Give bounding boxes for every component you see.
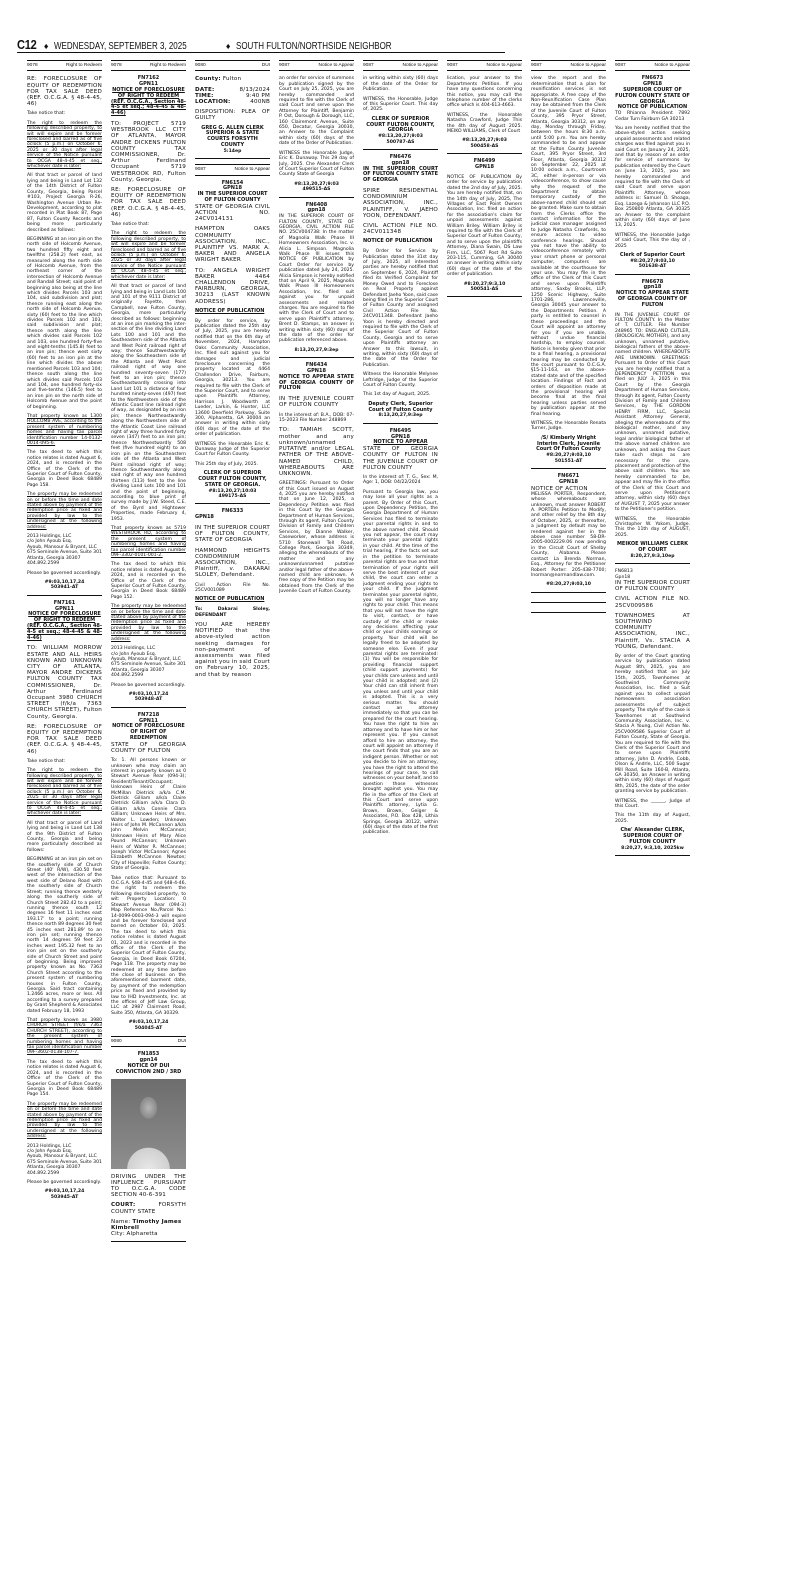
dui-location-row [195,99,270,105]
column-header [27,60,102,71]
notice-recipients: TO: PROJECT 5719 WESTBROOK LLC CITY OF ATLANTA, MAYOR ANDRE DICKENS FULTON COUNTY TAX COMMISSIONER, Dr. Arthur Ferdinand Occupant 5719 WESTBROOK RD, Fulton County, Georgia. [111,120,186,183]
address-line: c/o John Ayoub Esq. [27,539,73,545]
notice-gpn: gpn18 [307,207,326,214]
notice-ref-id: 503945-AT [50,1194,79,1200]
notice-id: FN7218 [137,711,160,718]
legal-notice [531,474,606,593]
notice-case: CIVIL ACTION FILE NO. 25CV009586 [615,596,690,609]
notice-parties: HAMMOND HEIGHTS CONDOMINIUM ASSOCIATION, INC., Plaintiff, v. DAKARAI SLOLEY, Defendant. [195,547,270,579]
notice-gpn: Gpn18 [615,574,631,580]
column-6 [447,60,522,1560]
notice-title: NOTICE OF DUI CONVICTION 2ND / 3RD [115,1063,182,1075]
legal-notice [195,509,270,677]
notice-court: IN THE SUPERIOR COURT OF FULTON COUNTY [197,191,268,204]
notice-id: FN6434 [305,362,328,369]
notice-witness: WITNESS, the Honorable Christopher W. Yokom, Judge. This the 11th day of AUGUST, 2025. [615,516,690,538]
notice-ref-id: 501638-AT [638,264,667,270]
notice-witness: WITNESS, the Honorable Natasha Crawford, Judge This the 4th day of August 2025. MEIKO WILLIAMS, Clerk of Court [447,112,522,135]
category-code: 9087 [447,63,458,68]
run-dates: 8:13,20,27,9:3ep [378,413,423,419]
notice-gpn: GPN11 [139,81,158,88]
notice-re-line: RE: FORECLOSURE OF EQUITY OF REDEMPTION FOR TAX SALE DEED (REF. O.C.G.A. § 48-4-45, 46) [27,723,102,755]
column-header [531,60,606,71]
notice-gpn: gpn18 [391,159,410,166]
notice-text: Pursuant to Georgia law, you may lose all your rights as a parent. By Order of this Court, upon Dependency Petition, the Georgia Department of Human Services has filed to terminate your parental rights in and to the above named child. Should you not appear, the court may terminate your parental rights in your child. At the time of the trial hearing, if the facts set out in the petition to terminate parental rights are true and that termination of your rights will serve the best interest of your child, the court can enter a judgment ending your rights to your child. If the judgment terminates your parental rights, you will no longer have any rights to your child. This means that you will not have the right to visit, contact, or have custody of the child or make any decisions affecting your child or your childs earnings or property. Your child will be legally freed to be adopted by someone else. Even if your parental rights are terminated: (1) You will be responsible for providing financial support (child support payments) for your childs care unless and until your child is adopted; and (2) Your child can still inherit from you unless and until your child is adopted. This is a very serious matter. You should contact an attorney immediately so that you can be prepared for the court hearing. You have the right to hire an attorney and to have him or her represent you. If you cannot afford to hire an attorney, the court will appoint an attorney if the court finds that you are an indigent person. Whether or not you decide to hire an attorney, you have the right to attend the hearings of your case, to call witnesses on your behalf, and to question those witnesses brought against you. You may file in the office of the Clerk of this Court and serve upon Plaintiffs attorney, Lytia G. Brown, Brown, Geiger & Associates, P.O. Box 428, Lithia Springs, Georgia 30122, within (60) days of the date of the first publication. [363,489,438,836]
notice-id: FN7162 [137,75,160,82]
notice-recipients: TO: ANGELA WRIGHT BAKER 4464 CHALLENDON DRIVE, FAIRBURN, GEORGIA, 30213 (LAST KNOWN ADDRESS) [195,267,270,305]
category-code: 9078 [111,63,122,68]
notice-text: BEGINNING at an iron pin on the north side of Holcomb Avenue, two hundred fifty eight and twelfths (258.2) feet east, as measured along the north side of Holcomb Avenue, from the northeast corner of the intersection of Holcomb Avenue and Randall Street; said point of beginning also being at the line which divides Parcels 103 and 104, said subdivision and plat; thence running east along the north side of Holcomb Avenue, sixty (60) feet to the line which divides Parcels 102 and 103, said subdivision and plat; thence north along the line which divides said Parcels 102 and 103, one hundred forty-five and eight-tenths (145.8) feet to an iron pin; thence west sixty (60) feet to an iron pin at the line which divides the above mentioned Parcels 103 and 104; thence south along the line which divides said Parcels 103 and 104, one hundred forty-six and five-tenths (146.5) feet to an iron pin on the north side of Holcomb Avenue and the point of beginning. [27,236,102,410]
notice-re-line: RE: FORECLOSURE OF EQUITY OF REDEMPTION FOR TAX SALE DEED (REF. O.C.G.A. § 48-4-45, 46) [27,76,102,108]
dui-location: 400NB [250,99,270,106]
column-2 [111,60,186,1560]
notice-parties: HAMPTON OAKS COMMUNITY ASSOCIATION, INC., PLAINTIFF VS. MARK A. BAKER AND ANGELA WRIGHT BAKER [195,226,270,264]
notice-title: NOTICE OF PUBLICATION [195,307,265,314]
notice-title: NOTICE TO APPEAR STATE OF GEORGIA COUNTY OF FULTON [616,290,689,308]
dui-court: FORSYTH COUNTY STATE [111,1202,186,1215]
notice-text: in writing within sixty (60) days of the date of the Order for Publication. [363,76,438,93]
dui-city: Alpharetta [126,1231,158,1238]
column-header [615,60,690,71]
notice-text: You are hereby notified that the above-styled action seeking unpaid assessments and related charges was filed against you in said Court on January 24, 2025, and that by reason of an order for service of summons by publication entered by the Court on June 13, 2025, you are hereby commanded and required to file with the Clerk of said Court and serve upon Plaintiffs Attorney, whose address is: Samuel O. Shoaga, Esq. Lazega & Johanson LLC P.O. Box 250800 Atlanta, GA 30325 an Answer to the complaint within sixty (60) days of June 13, 2025. [615,126,690,229]
clerk-signature: Clerk of Superior Court [619,251,686,258]
run-dates: #8:20,27;9:03,10 [546,453,591,459]
notice-title: NOTICE OF FORECLOSURE OF RIGHT TO REDEEM [28,611,101,624]
legal-notice [615,569,690,856]
address-line: 2013 Holdings, LLC [27,534,72,540]
dui-offense: DRIVING UNDER THE INFLUENCE PURSUANT TO O.C.G.A. CODE SECTION 40-6-391 [111,1173,186,1199]
column-header [447,60,522,71]
legal-notice [615,76,690,274]
notice-text: lication, your answer to the Departments Petition. If you have any questions concerning this notice, you may call the telephone number of the clerks office which is 404-613-4663. [447,76,522,109]
run-dates: 8:13,20,27,9:3ep [294,347,339,353]
category-label: Right to Redeem [66,63,102,68]
notice-jurisdiction: STATE OF GEORGIA COUNTY OF FULTON [111,741,186,754]
notice-text: The right to redeem the following described property, to wit will expire and be forever foreclosed and barred as of five oclock (5 p.m.) on October 6, 2025 or 30 days after legal service of the Notice pursuant to OCGA 48-4-45 et seq., whichever date is later: [27,120,102,170]
category-code: 9080 [111,1039,122,1045]
notice-interest: In the interest of: B.A., DOB: 07-15-2023 File Number 248869 [279,412,354,424]
category-code: 9087 [195,167,206,173]
notice-witness: WITNESS the Honorable Eric K. Dunaway Judge of the Superior Court for Fulton County. [195,441,270,458]
run-dates: #9:03,10,17,24 [128,691,169,697]
property-description: That property known as 1300 HOLCOMB AVE, according to the present system of numbering homes and having tax parcel identification number 14-0132-0014-095-6. [27,413,102,446]
notice-recipients: TO Rhianna President 7892 Cedar Turn Fairburn GA 30213 [615,111,690,122]
notice-title: NOTICE TO APPEAR [373,439,428,446]
notice-ref-id: 501551-AT [554,458,583,464]
clerk-signature: GREG G. ALLEN CLERK SUPERIOR & STATE COURTS FORSYTH COUNTY [201,124,264,149]
notice-court: IN THE JUVENILE COURT OF FULTON COUNTY [279,396,354,409]
notice-id: FN6154 [221,179,244,186]
address-line: c/o John Ayoub Esq. [27,1148,73,1154]
clerk-signature: /S/ Kimberly Wright Interim Clerk, Juvenile Court Of Fulton County [536,434,601,453]
notice-text: By order for service, by publication dated the 25th day of July, 2025, you are hereby notified that on the 6th day of November, 2024, Hampton Oaks Community Association, Inc. filed suit against you for damages and judicial foreclosure concerning the property located at 4464 Challendon Drive, Fairburn, Georgia, 30213. You are required to file with the Clerk of the Superior Court, and to serve upon Plaintiffs Attorney, Harrison J. Woodworth at Lueder, Larkin, & Hunter, LLC 13600 Deerfield Parkway, Suite 300, Alpharetta, GA 30004 an answer in writing within sixty (60) days of the date of the order of publication. [195,318,270,438]
clerk-signature: CLERK OF SUPERIOR COURT FULTON COUNTY, STATE OF GEORGIA. [198,470,267,488]
notice-ref-id: 5:14ep [223,148,242,154]
category-code: 9087 [363,63,374,68]
notice-id: FN6495 [389,427,412,434]
mugshot-photo [111,1079,186,1169]
category-label: Notice to Appear [234,167,270,173]
notice-text: Take notice that: [27,111,66,117]
notice-text: All that tract or parcel of Land lying and being in Land Lot 138 of the 9th District of Fulton County, Georgia and being more particularly described as follows: [27,820,102,853]
field-label: LOCATION: [195,99,231,106]
notice-date: This the 11th day of August, 2025. [615,813,690,824]
address-line: 675 Seminole Avenue, Suite 301 [27,550,102,556]
legal-notice [111,76,186,707]
notice-title: NOTICE OF PUBLICATION [195,596,265,603]
category-label: Notice to Appear [486,63,522,68]
issue-date: WEDNESDAY, SEPTEMBER 3, 2025 [54,41,187,52]
notice-witness: WITNESS, the Honorable, Judge of this Superior Court. This day of, 2025. [363,96,438,113]
category-label: DUI [177,1039,186,1045]
clerk-signature: Che' Alexander CLERK, SUPERIOR COURT OF FULTON COUNTY [620,827,685,845]
column-8 [615,60,690,1560]
notice-court: SUPERIOR COURT OF FULTON COUNTY STATE OF GEORGIA [615,87,690,105]
category-label: DUI [261,63,270,68]
notice-text: NOTICE OF PUBLICATION By order for service by publication dated the 2nd day of July, 2025. You are hereby notified that, on the 14th day of July, 2025, The Villages of East Point Owners Association, Inc. filed an action for the association's claim for unpaid assessments against William Briley. William Briley is required to file with the Clerk of Superior Court of Fulton County, and to serve upon the plaintiffs Attorney, Diana Swain, DS Law Firm, LLC, 5067 Post Rd Suite 203-115, Cumming, GA 30040 an answer in writing within sixty (60) days of the date of the order of publication. [447,174,522,278]
notice-title: NOTICE OF PUBLICATION [363,238,433,245]
column-header [111,1036,186,1047]
address-line: Atlanta, Georgia 30307 [111,667,165,673]
notice-text: Take notice that: Pursuant to O.C.G.A. §48-4-45 and §48-4-46, the right to redeem the following described property, to wit: Property Location: 0 Stewart Avenue Rear (094-3) Map Reference No./Parcel No.: 14-0099-0003-094-3 will expire and be forever foreclosed and barred on October 03, 2025. The tax deed to which this notice relates is dated August 01, 2023 and is recorded in the office of the Clerk of the Superior Court of Fulton County, Georgia, in Deed Book 67204, Page 118. The property may be redeemed at any time before the close of business on the aforementioned barment date, by payment of the redemption price as fixed and provided by law to IHD Investments, Inc. at the offices of Jeff Law Group, LLC at 2987 Clairmont Road, Suite 350, Atlanta, GA 30329. [111,875,186,1016]
notice-gpn: GPN18 [307,368,326,375]
notice-text: All that tract or parcel of land lying and being in Land Lots 100 and 101 of the 9111 District of originally Fayette, then Campbell, now Fulton County, Georgia, more particularly described as follows: beginning at an iron pin marking the inter-section of the line dividing Land Lots 100 and 101 and the Southeastern side of the Atlanta and West Point railroad right of way; thence Southwestwardly along the Southeastern side of the Atlanta and West Point railroad right of way one hundred seventy-seven (177) feet to an iron pin; thence Southeastwardly crossing into Land Lot 101 a distance of four hundred ninety-seven (497) feet to the Northwestern side of the Atlantic Coast line railroad right of way, as designated by an iron pin; thence Northeastwardly along the Northwestern side of the Atlantic Coast Line railroad right of way three hundred forty seven (347) feet to an iron pin; thence Northwestwardly 508 feet (five hundred eight) to an iron pin on the Southeastern side of the Atlanta and West Point railroad right of way; thence Southwestwardly along said right of way one hundred thirteen (113) feet to the line dividing Land Lots 100 and 101 and the point of beginning, according to blue print of survey made by J.W. Steed, C.E. of the Byrd and Hightower Properties, made February 4, 1953. [111,284,186,522]
legal-notice [195,181,270,505]
category-code: 9087 [615,63,626,68]
run-dates: #8:20,27;9:3,10 [463,281,506,287]
notice-text: The right to redeem the following described property, to wit will expire and be forever foreclosed and barred as of five oclock (5 p.m.) on October 6, 2025 or 30 days after legal service of the Notice pursuant to OCGA 48-4-45 et seq., whichever date is later: [111,231,186,280]
notice-interest: In the interest of: T. G., Sex: M, Age: 1, DOB: 04/22/2024 [363,475,438,486]
dui-time: 9:40 PM [246,92,270,99]
dui-disposition: DISPOSITION: PLEA OF GUILTY [195,109,270,122]
address-line: 2013 Holdings, LLC [27,1143,72,1149]
notice-date: This 1st day of August, 2025. [363,392,431,398]
publication-name: SOUTH FULTON/NORTHSIDE NEIGHBOR [236,41,392,52]
column-header [363,60,438,71]
legal-notice [615,280,690,565]
clerk-signature: MEIKOE WILLIAMS CLERK OF COURT [616,541,689,553]
notice-text: Please be governed accordingly. [27,1180,102,1186]
clerk-signature: Deputy Clerk, Superior Court of Fulton County [368,400,433,413]
field-label: DATE: [195,86,215,93]
notice-id: FN6408 [305,201,328,208]
address-line: 404.892.2599 [111,673,144,679]
notice-text: The property may be redeemed on or before the time and date stated above by payment of the redemption price as fixed and provided by law to the undersigned at the following address: [27,1101,102,1140]
notice-id: FN6476 [389,154,412,161]
category-label: Notice to Appear [318,63,354,68]
legal-notice [363,155,438,424]
address-line: 675 Seminole Avenue, Suite 301 [111,662,186,668]
notice-parties: TOWNHOMES AT SOUTHWIND COMMUNITY ASSOCIATION, INC., Plaintiff, Vs. STACIA A YOUNG, Defendant. [615,612,690,650]
notice-title: NOTICE OF FORECLOSURE OF RIGHT TO REDEEM [112,87,185,99]
legal-notice [531,598,606,603]
notice-id: FN6813 [615,569,633,575]
dui-date: 8/13/2024 [239,86,270,93]
category-label: Right to Redeem [150,63,186,68]
legal-notices-grid [27,60,775,1560]
legal-notice [27,601,102,1201]
notice-gpn: gpn14 [139,1057,158,1064]
notice-title: NOTICE TO APPEAR STATE OF GEORGIA COUNTY OF FULTON [279,373,354,392]
notice-re-line: RE: FORECLOSURE OF EQUITY OF REDEMPTION FOR TAX SALE DEED (REF. O.C.G.A. § 48-4-45, 46) [111,187,186,218]
legal-notice [27,76,102,595]
notice-gpn: GPN18 [475,164,494,171]
notice-ref-id: 499515-AS [302,187,331,193]
notice-gpn: GPN18 [391,433,410,440]
address-line: Ayoub, Mansour & Bryant, LLC [27,1154,97,1160]
notice-recipients: To: Dakarai Sloley, DEFENDANT [195,607,270,618]
notice-ref-id: 504045-AT [134,1025,163,1031]
property-description: That property known as 3980 CHURCH STREET (f/k/a 7363 CHURCH STREET), according to the present system of numbering homes and having tax parcel identification number 09F-3602-0138-107-7. [27,1018,102,1056]
legal-notice [279,203,354,359]
notice-witness: WITNESS, the ______, Judge of this Court. [615,798,690,809]
column-5 [363,60,438,1560]
column-7 [531,60,606,1560]
address-line: Atlanta, Georgia 30307 [27,555,81,561]
notice-text: view the report and the determination that a plan for reunification services is not appropriate. A free copy of the Non-Reunification Case Plan may be obtained from the Clerk of the Juvenile Court of Fulton County, 395 Pryor Street, Atlanta, Georgia 30312, on any day, Monday through Friday, between the hours 8:30 a.m. until 5:00 p.m. You are hereby commanded to be and appear at the Fulton County Juvenile Court, 395 Pryor Street, 3rd Floor, Atlanta, Georgia 30312 on September 22, 2025 at 10:00 oclock a.m., Courtroom 3C, either in-person or via videoconference, to show cause why the request of the Department to obtain temporary custody of the above-named child should not be granted. Make sure to obtain from the Clerks office the contact information for the judicial case manager assigned to Judge Natasha Crawfords, to ensure access to video conference hearings. Should you not have the ability to videoconference remotely with your smart phone or personal computer, computers are available at the courthouse for your use. You may file in the office of the Clerk of this Court and serve upon Plaintiffs attorney, Saxby Brooks, LLP, 1250 Scenic Highway, Suite 1701-286, Lawrenceville, Georgia 30045 your answer to the Departments Petition. A party is entitled to counsel in these proceedings and the Court will appoint an attorney for you if you are unable, without undue financial hardship, to employ counsel. Notice is hereby given that prior to a final hearing, a provisional hearing may be conducted by the court pursuant to O.C.G.A. §15-11-163, on the above-stated date and of the specified location. Findings of Fact and orders of disposition made at the provisional hearing will become final at the final hearing unless parties served by publication appear at the final hearing. [531,76,606,417]
run-dates: #8:13,20,27;9:03 [378,134,423,140]
notice-ref-id: 500787-AS [386,139,415,145]
notice-text: Please be governed accordingly. [111,682,186,688]
notice-court: IN THE SUPERIOR COURT OF FULTON COUNTY, STATE OF GEORGIA [195,525,270,544]
notice-id: FN6671 [557,473,580,480]
notice-date: This 25th day of July, 2025. [195,461,258,467]
notice-witness: Witness the Honorable Melynee Leftridge, Judge of the Superior Court of Fulton County. [363,372,438,388]
redemption-address [27,1144,102,1176]
run-dates: 8:20,27, 9:3,10, 2025kw [621,845,684,851]
address-line: 675 Seminole Avenue, Suite 301 [27,1159,102,1165]
field-label: County: [195,76,221,83]
column-4 [279,60,354,1560]
address-line: Atlanta, Georgia 30307 [27,1165,81,1171]
masthead [17,37,505,50]
notice-statute: (REF. O.C.G.A., Section 48-4-5 et seq.; 48-4-45 & 48-4-46) [111,98,186,117]
address-line: 404.892.2599 [27,561,60,567]
run-dates: #8:13,20,27;9:03 [294,181,339,187]
notice-ref-id: 499175-AS [218,494,247,500]
notice-recipients: TO: WILLIAM MORROW ESTATE AND ALL HEIRS KNOWN AND UNKNOWN CITY OF ATLANTA, MAYOR ANDRE DICKENS FULTON COUNTY TAX COMMISSIONER, Dr. Arthur Ferdinand Occupant 3980 CHURCH STREET (f/k/a 7363 CHURCH STREET), Fulton County, Georgia. [27,645,102,720]
category-label: Notice to Appear [654,63,690,68]
notice-title: NOTICE OF FORECLOSURE OF RIGHT OF REDEMPTION [112,723,185,741]
notice-ref-id: 503941-AT [50,585,79,591]
run-dates: #8:20,27;9:03,10 [546,582,591,588]
notice-id: FN6499 [473,158,496,165]
notice-case: Civil Action File No. 25CV001089 [195,582,270,594]
notice-title: NOTICE OF ACTION [531,485,588,492]
run-dates: #9:03,10,17,24 [128,1020,169,1026]
notice-text: The tax deed to which this notice relates is dated August 6, 2024, and is recorded in the Office of the Clerk of the Superior Court of Fulton County, Georgia in Deed Book 68489 Page 158. [27,450,102,488]
notice-title: NOTICE OF PUBLICATION [617,104,688,111]
legal-notice [111,713,186,1031]
field-label: COURT: [111,1202,136,1209]
legal-notice [447,159,522,297]
notice-text: IN THE JUVENILE COURT OF FULTON COUNTY. In the Matter of T. CUTLER. File Number 248965 TO: ENGLAND CUTLER, (BIOLOGICAL MOTHER), and any unknown, unnamed putative, biological fathers of the above-named children. WHEREABOUTS ARE UNKNOWN. GREETINGS: Pursuant to Order of this Court you are hereby notified that a DEPENDENCY PETITION was filed on JULY 3, 2025 in this Court by the Georgia Department of Human Services, through its agent, Fulton County Division of Family and Children Services, by THE GORDON HENRY FIRM, LLC, Special Assistant Attorney General, alleging the whereabouts of the biological mother, and any unknown, unnamed putative, legal and/or biological father of the above named children are unknown, and asking the Court take such steps as are necessary for the care, placement and protection of the above said children. You are hereby commanded to be, appear and may file in the office of the Clerk of this Court and serve upon Petitioner's attorney, within sixty (60) days of AUGUST 7, 2025 your answer to the Petitioner's petition. [615,312,690,513]
run-dates: #9:03,10,17,24 [44,579,85,585]
column-header [279,60,354,71]
notice-witness: WITNESS the Honorable Judge, Eric K. Dunaway. This 29 day of July, 2025. Che Alexander Clerk of Court Superior Court of Fulton County State of Georgia [279,150,354,178]
legal-notice [279,363,354,594]
legal-notice [363,429,438,836]
run-dates: #9:03,10,17,24 [44,1189,85,1195]
field-label: City: [111,1231,125,1238]
address-line: c/o John Ayoub Esq. [111,651,157,657]
notice-gpn: GPN18 [643,81,662,88]
notice-text: The tax deed to which this notice relates is dated August 6, 2024, and is recorded in the Office of the Clerk of the Superior Court of Fulton County, Georgia in Deed Book 68489 Page 154. [27,1059,102,1098]
dui-county: Fulton [222,76,242,83]
notice-text: The right to redeem the following described property, to wit will expire and be forever foreclosed and barred as of five oclock (5 p.m.) on October 6, 2025 or 30 days after legal service of the Notice pursuant to OCGA 48-4-45 et seq., whichever date is later: [27,768,102,817]
run-dates: #8:13,20,27;10:03 [208,488,257,494]
notice-text: IN THE SUPERIOR COURT OF FULTON COUNTY, STATE OF GEORGIA, CIVIL ACTION FILE NO. 25CV004738: In the matter of Magnolia Walk Phase III Homeowners Association, Inc. v. Alicia L. Simpson. Magnolia Walk Phase III issues this NOTICE OF PUBLICATION by Court Order for service by publication dated July 24, 2025. Alicia Simpson is hereby notified that on April 9, 2025, Magnolia Walk Phase III Homeowners Association, Inc. filed suit against you for unpaid assessments and related charges. You are required to file with the Clerk of Court and to serve upon Plaintiff's attorney, Brent D. Stamps, an answer in writing within sixty (60) days of the date of the order for publication referenced above. [279,214,354,344]
address-line: Ayoub, Mansour & Bryant, LLC [111,656,181,662]
notice-gpn: gpn18 [643,284,662,291]
notice-case: CIVIL ACTION FILE NO. 24CV011348 [363,223,438,236]
redemption-address [27,534,102,566]
category-code: 9087 [279,63,290,68]
notice-text: The property may be redeemed on or before the time and date stated above by payment of the redemption price as fixed and provided by law to the undersigned at the following address: [27,492,102,530]
notice-text: The property may be redeemed on or before the time and date stated above by payment of the redemption price as fixed and provided by law to the undersigned at the following address: [111,604,186,642]
notice-text: Please be governed accordingly. [27,570,102,576]
notice-text: YOU ARE HEREBY NOTIFIED that the above-styled action seeking damages for non-payment of assessments was filed against you in said Court on February 10, 2025, and that by reason [195,622,270,678]
notice-gpn: GPN11 [139,717,158,724]
notice-text: By order of the Court granting service by publication dated August 8th, 2025, you are hereby notified that on July 15th, 2025, Townhomes at Southwind Community Association, Inc. filed a Suit against you to collect unpaid homeowners association assessments of subject property. The style of the case is Townhomes at Southwind Community Association, Inc. v. Stacia A Young, Civil Action No. 25CV009586 Superior Court of Fulton County, State of Georgia. You are required to file with the Clerk of the Superior Court and to serve upon Plaintiffs attorney, John D. Andrle, Cobb, Olson & Andrle, LLC, 500 Sugar Mill Road, Suite 160-B, Atlanta, GA 30350, an Answer in writing within sixty (60) days of August 8th, 2025, the date of the order granting service by publication. [615,654,690,795]
notice-parties: SPIRE RESIDENTIAL CONDOMINIUM ASSOCIATION, INC., PLAINTIFF, V. JAEHO YOON, DEFENDANT. [363,188,438,219]
column-header [195,60,270,71]
notice-gpn: GPN18 [559,478,578,485]
notice-statute: (REF. O.C.G.A., Section 48-4-5 et seq.; 48-4-45 & 48-4-46) [27,622,102,641]
notice-text: Take notice that: [27,758,66,764]
address-line: 2013 Holdings, LLC [111,646,156,652]
notice-court: STATE OF GEORGIA COUNTY OF FULTON IN THE JUVENILE COURT OF FULTON COUNTY [363,446,438,471]
notice-witness: WITNESS, the Honorable Renata Turner, Judge. [531,421,606,432]
property-description: That property known as 5719 WESTBROOK RD, according to the present system of numbering homes and having tax parcel identification number 09F-3302-0101-001-2. [111,525,186,558]
legal-notice [531,608,606,613]
diamond-separator-icon: ♦ [225,43,232,51]
notice-text: BEGINNING at an iron pin set on the southerly side of Church Street (40' R/W), 430.50 feet west of the intersection of the west side of Delano Road with the southerly side of Church Street; running thence westerly along the southerly side of Church Street 282.42 to a point; running thence south 12 degrees 16 feet 11 inches east 193.17' to a point; running thence north 89 degrees 30 feet 45 inches east 281.89' to an iron pin set; running thence north 14 degrees 59 feet 23 inches west 195.32 feet to an iron pin set on the southerly side of Church Street and point of beginning. Being improved property known as No. 7363 Church Street according to the present system of numbering houses in Fulton County, Georgia. Said tract containing 1.2466 acres, more or less. All according to a survey prepared by Grant Shepherd & Associates dated February 18, 1993 [27,857,102,1014]
notice-text: GREETINGS: Pursuant to Order of this Court issued on August 4, 2025 you are hereby notified that on June 12, 2025, a Dependency Petition was filed in this Court by the Georgia Department of Human Services, through its agent, Fulton County Division of Family and Children Services, by Dianne Walker, Caseworker, whose address is 5710 Stonewall Tell Road, College Park, Georgia 30349, alleging the whereabouts of the mother and any unknown/unnamed putative and/or legal father of the above-named child are unknown. A free copy of the Petition may be obtained from the Clerk of the Juvenile Court of Fulton County. [279,481,354,595]
category-code: 9078 [27,63,38,68]
category-label: Notice to Appear [570,63,606,68]
clerk-signature: CLERK OF SUPERIOR COURT FULTON COUNTY, GEORGIA [366,115,435,134]
legal-notice [447,76,522,154]
run-dates: 8:20,27,9:3,10ep [630,553,675,559]
notice-text: The tax deed to which this notice relates is dated August 6, 2024, and is recorded in the Office of the Clerk of the Superior Court of Fulton County, Georgia in Deed Book 68489 Page 152. [111,562,186,600]
address-line: 404.892.2599 [27,1170,60,1176]
notice-witness: WITNESS, the Honorable Judge of said Court, This the day of , 2025 [615,232,690,249]
notice-recipients: TO: TAMIAH SCOTT, mother and any unknown/unnamed PUTATIVE and/or LEGAL FATHER OF THE ABOVE-NAMED CHILD, WHEREABOUTS ARE UNKNOWN. [279,427,354,477]
masthead-divider [17,52,505,53]
notice-case: STATE OF GEORGIA CIVIL ACTION NO. 24CV014131 [195,203,270,223]
notice-court: IN THE SUPERIOR COURT OF FULTON COUNTY STATE OF GEORGIA [363,165,438,184]
notice-ref-id: 500541-AS [470,287,499,292]
field-label: TIME: [195,92,214,99]
diamond-separator-icon: ♦ [42,43,50,51]
category-code: 9080 [195,63,206,68]
notice-id: FN7161 [53,599,76,606]
notice-gpn: GPN11 [55,605,74,612]
redemption-address [111,646,186,678]
notice-text: Take notice that: [111,222,150,228]
column-3 [195,60,270,1560]
notice-id: FN1853 [137,1051,160,1058]
page-number: C12 [17,37,37,52]
notice-id: FN6333 [221,508,244,515]
column-1 [27,60,102,1560]
notice-id: FN6673 [641,75,664,82]
column-header [195,164,270,175]
notice-text: All that tract or parcel of land lying and being in Land Lot 132 of the 14th District of Fulton County, Georgia, being Parcel #103, Project Georgia R-26, Washington Avenue Urban Re-Development, according to plat recorded in Plat Book 87, Page 87, Fulton County Records and being more particularly described as follows: [27,173,102,233]
run-dates: #8:20,27;9:03,10 [630,258,675,264]
dui-notice-continued [195,76,270,159]
category-code: 9087 [531,63,542,68]
notice-gpn: GPN18 [195,514,214,521]
notice-ref-id: 500458-AS [470,143,499,149]
column-header [111,60,186,71]
legal-notice [531,76,606,469]
notice-court: IN THE SUPERIOR COURT OF FULTON COUNTY [615,580,690,593]
dui-name: Timothy James Kimbrell [111,1218,182,1232]
notice-recipients: To: 1. All persons known or unknown who may claim an interest in property known as 0 Stewart Avenue Rear (094-3); Resident/Tenant/Occupant; Unknown Heirs of Claire McMillan Dietrick a/k/a C.M. Dietrick Gilliam a/k/a Claire Dietrick Gilliam a/k/a Clara D. Gilliam a/k/a Connie Clara Gilliam; Unknown Heirs of Mrs. Walter L. Lowden; Unknown Heirs of John M. McCannon a/k/a John Melvin McCannon; Unknown Heirs of Mary Alice Pound McCannon; Unknown Heirs of Walter R. McCannon; Joseph Victor McCannon; Agnes Elizabeth McCannon Newton; City of Hapeville; Fulton County; State of Georgia. [111,758,186,872]
legal-notice [279,76,354,197]
legal-notice [363,76,438,150]
notice-text: an order for service of summons by publication signed by the Court on July 25, 2025, you are hereby commanded and required to file with the Clerk of said Court and serve upon the Attorney for Plaintiff, Benjamin P. Ost, Dorough & Dorough, LLC, 160 Clairemont Avenue, Suite 650, Decatur, Georgia 30030, an Answer to the Complaint within sixty (60) days of the date of the Order of Publication. [279,76,354,147]
notice-text: MELISSA PORTER, Respondent, whose whereabouts are unknown, must answer ROBERT A. PORTERs Petition to Modify, and other relief by the 8th day of October, 2025, or thereafter, a judgment by default may be rendered against her in the above case number 58-DR-2005-0002229.06 now pending in the Circuit Court of Shelby County, Alabama. Please contact La Brenda Norman, Esq., Attorney for the Petitioner Robert Porter: 205-438-7700; lnorman@normandlaw.com. [531,491,606,578]
dui-notice [111,1052,186,1242]
field-label: Name: [111,1218,131,1225]
notice-text: By Order for Service by Publication dated the 31st day of July, 2025, all interested parties are hereby notified that on September 6, 2024, Plaintiff filed its Verified Complaint for Money Owed and to Foreclose on Real Property against Defendant Jaeho Yoon, said case being filed in the Superior Court of Fulton County and assigned Civil Action File No. 24CV011348. Defendant Jaeho Yoon is hereby directed and required to file with the Clerk of the Superior Court of Fulton County, Georgia and to serve upon Plaintiffs attorney an Answer to this lawsuit, in writing, within sixty (60) days of the date of the Order for Publication. [363,249,438,368]
run-dates: #8:13,20,27;9:03 [462,138,507,144]
notice-gpn: GPN18 [223,185,242,192]
category-label: Notice to Appear [402,63,438,68]
notice-ref-id: 503948-AT [134,697,163,703]
notice-id: FN6678 [641,278,664,285]
address-line: Ayoub, Mansour & Bryant, LLC [27,544,97,550]
